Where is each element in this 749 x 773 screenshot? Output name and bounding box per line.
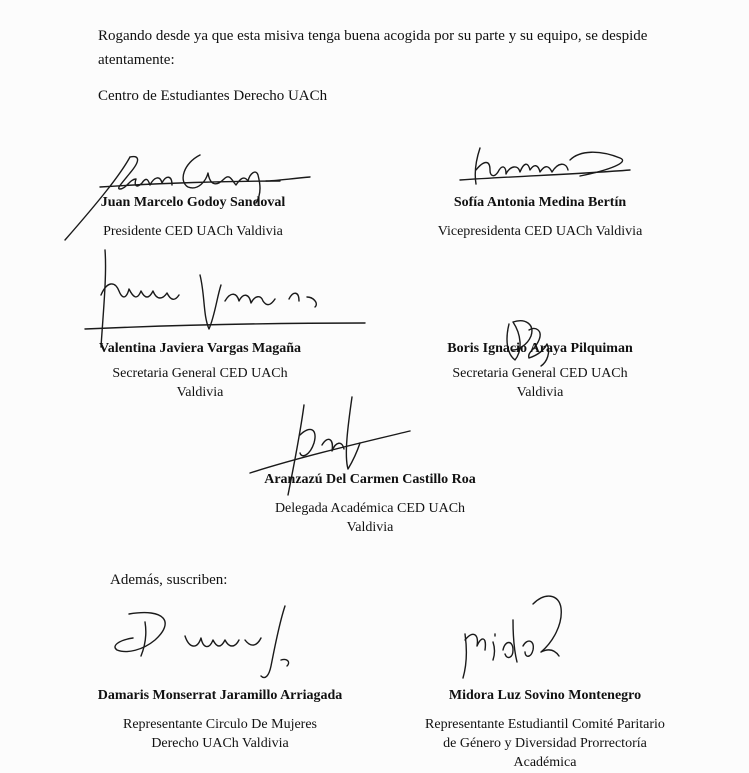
signatory-role: Delegada Académica CED UACh: [274, 501, 466, 516]
signatory-role-line-2: Valdivia: [176, 385, 224, 400]
also-sign-label: Además, suscriben:: [110, 572, 228, 588]
signature-midora: [455, 590, 585, 690]
signatory-role: Presidente CED UACh Valdivia: [103, 224, 283, 239]
signatory-name: Boris Ignacio Araya Pilquiman: [447, 341, 633, 356]
signatory-role-line-2: Valdivia: [346, 520, 394, 535]
signatory-name: Sofía Antonia Medina Bertín: [453, 195, 627, 210]
signatory-name: Midora Luz Sovino Montenegro: [448, 688, 642, 703]
signatory-role: Representante Circulo De Mujeres: [123, 717, 317, 732]
signatory-valentina: [70, 339, 330, 402]
organization-name: Centro de Estudiantes Derecho UACh: [98, 88, 328, 104]
signatory-name: Juan Marcelo Godoy Sandoval: [100, 195, 286, 210]
signatory-name: Aranzazú Del Carmen Castillo Roa: [264, 472, 476, 487]
signature-damaris: [105, 600, 315, 690]
signatory-name: Damaris Monserrat Jaramillo Arriagada: [97, 688, 343, 703]
closing-line-2: atentamente:: [98, 52, 175, 68]
signatory-name: Valentina Javiera Vargas Magaña: [98, 341, 302, 356]
closing-paragraph: [98, 24, 698, 72]
signatory-role-line-2: Valdivia: [516, 385, 564, 400]
signatory-role: Representante Estudiantil Comité Paritario: [425, 717, 665, 732]
signatory-juan: [68, 193, 318, 241]
signatory-damaris: [75, 686, 365, 753]
signatory-boris: [410, 339, 670, 402]
signatory-role-line-2: de Género y Diversidad Prorrectoría: [443, 736, 647, 751]
signatory-sofia: [410, 193, 670, 241]
signatory-aranzazu: [235, 470, 505, 537]
signatory-role-line-2: Derecho UACh Valdivia: [151, 736, 289, 751]
closing-line-1: Rogando desde ya que esta misiva tenga buena acogida por su parte y su equipo, se despide: [98, 28, 648, 44]
signatory-role: Secretaria General CED UACh: [452, 366, 628, 381]
signatory-role: Vicepresidenta CED UACh Valdivia: [437, 224, 643, 239]
signatory-midora: [395, 686, 695, 772]
signatory-role-line-3: Académica: [513, 755, 577, 770]
signatory-role: Secretaria General CED UACh: [112, 366, 288, 381]
